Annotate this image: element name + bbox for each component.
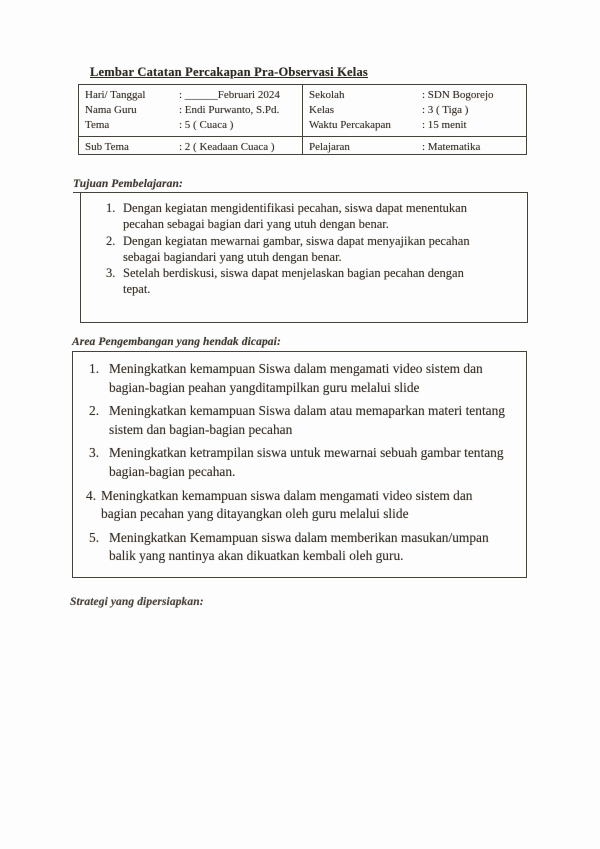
list-item-text: Setelah berdiskusi, siswa dapat menjelaskan bagian pecahan dengan tepat. (123, 266, 464, 297)
table-row (309, 103, 522, 118)
table-row (309, 88, 522, 103)
table-row (85, 140, 298, 155)
list-item (86, 487, 516, 524)
field-label-nama-guru: Nama Guru (85, 104, 137, 116)
field-value-tema: : 5 ( Cuaca ) (179, 119, 234, 131)
field-label-sub-tema: Sub Tema (85, 141, 129, 153)
list-item-number: 2. (89, 403, 100, 419)
field-value-waktu-percakapan: : 15 menit (422, 119, 467, 131)
list-item (106, 200, 519, 233)
field-value-pelajaran: : Matematika (422, 141, 481, 153)
tujuan-pembelajaran-box (80, 192, 528, 323)
field-value-hari-tanggal: : ______Februari 2024 (179, 89, 280, 101)
table-row (85, 103, 298, 118)
list-item-number: 5. (89, 529, 100, 545)
header-info-table (78, 84, 527, 155)
field-value-sekolah: : SDN Bogorejo (422, 89, 494, 101)
list-item-number: 3. (89, 445, 100, 461)
list-item (106, 233, 519, 266)
list-item-text: Meningkatkan ketrampilan siswa untuk mewarnai sebuah gambar tentang bagian-bagian pecahan. (109, 445, 504, 479)
info-table-right-column (302, 85, 526, 154)
list-item-text: Dengan kegiatan mengidentifikasi pecahan, siswa dapat menentukan pecahan sebagai bagian dari yang utuh dengan benar. (123, 201, 467, 232)
field-value-sub-tema: : 2 ( Keadaan Cuaca ) (179, 141, 275, 153)
table-row (85, 88, 298, 103)
list-item-text: Meningkatkan Kemampuan siswa dalam memberikan masukan/umpan balik yang nantinya akan dikuatkan kembali oleh guru. (109, 529, 489, 564)
list-item-number: 1. (106, 201, 116, 215)
list-item (89, 402, 516, 439)
field-label-pelajaran: Pelajaran (309, 141, 350, 153)
list-item (106, 265, 519, 298)
list-item-text: Meningkatkan kemampuan Siswa dalam mengamati video sistem dan bagian-bagian peahan yangditampilkan guru melalui slide (109, 361, 483, 395)
table-row (309, 118, 522, 133)
document-title: Lembar Catatan Percakapan Pra-Observasi Kelas (90, 65, 368, 79)
field-label-hari-tanggal: Hari/ Tanggal (85, 89, 146, 101)
list-item-number: 2. (106, 233, 116, 248)
list-item (89, 444, 516, 481)
list-item-text: Meningkatkan kemampuan siswa dalam mengamati video sistem dan bagian pecahan yang ditayangkan oleh guru melalui slide (101, 487, 473, 522)
list-item-text: Dengan kegiatan mewarnai gambar, siswa dapat menyajikan pecahan sebagai bagiandari yang utuh dengan benar. (123, 233, 470, 264)
section-heading-strategi: Strategi yang dipersiapkan: (70, 596, 204, 608)
list-item-number: 4. (86, 487, 97, 503)
table-row (85, 118, 298, 133)
field-label-kelas: Kelas (309, 104, 335, 116)
list-item (89, 360, 516, 397)
field-label-tema: Tema (85, 119, 110, 131)
field-value-kelas: : 3 ( Tiga ) (422, 104, 469, 116)
list-item-number: 1. (89, 361, 100, 376)
section-heading-tujuan-pembelajaran: Tujuan Pembelajaran: (73, 178, 251, 193)
area-pengembangan-box (72, 351, 527, 578)
field-label-waktu-percakapan: Waktu Percakapan (309, 119, 391, 131)
info-table-left-column (79, 85, 302, 154)
field-label-sekolah: Sekolah (309, 89, 345, 101)
field-value-nama-guru: : Endi Purwanto, S.Pd. (179, 104, 280, 116)
list-item-text: Meningkatkan kemampuan Siswa dalam atau memaparkan materi tentang sistem dan bagian-bagian pecahan (109, 403, 506, 437)
list-item-number: 3. (106, 266, 116, 281)
table-row (309, 140, 522, 155)
section-heading-area-pengembangan: Area Pengembangan yang hendak dicapai: (72, 336, 527, 352)
list-item (89, 529, 516, 566)
